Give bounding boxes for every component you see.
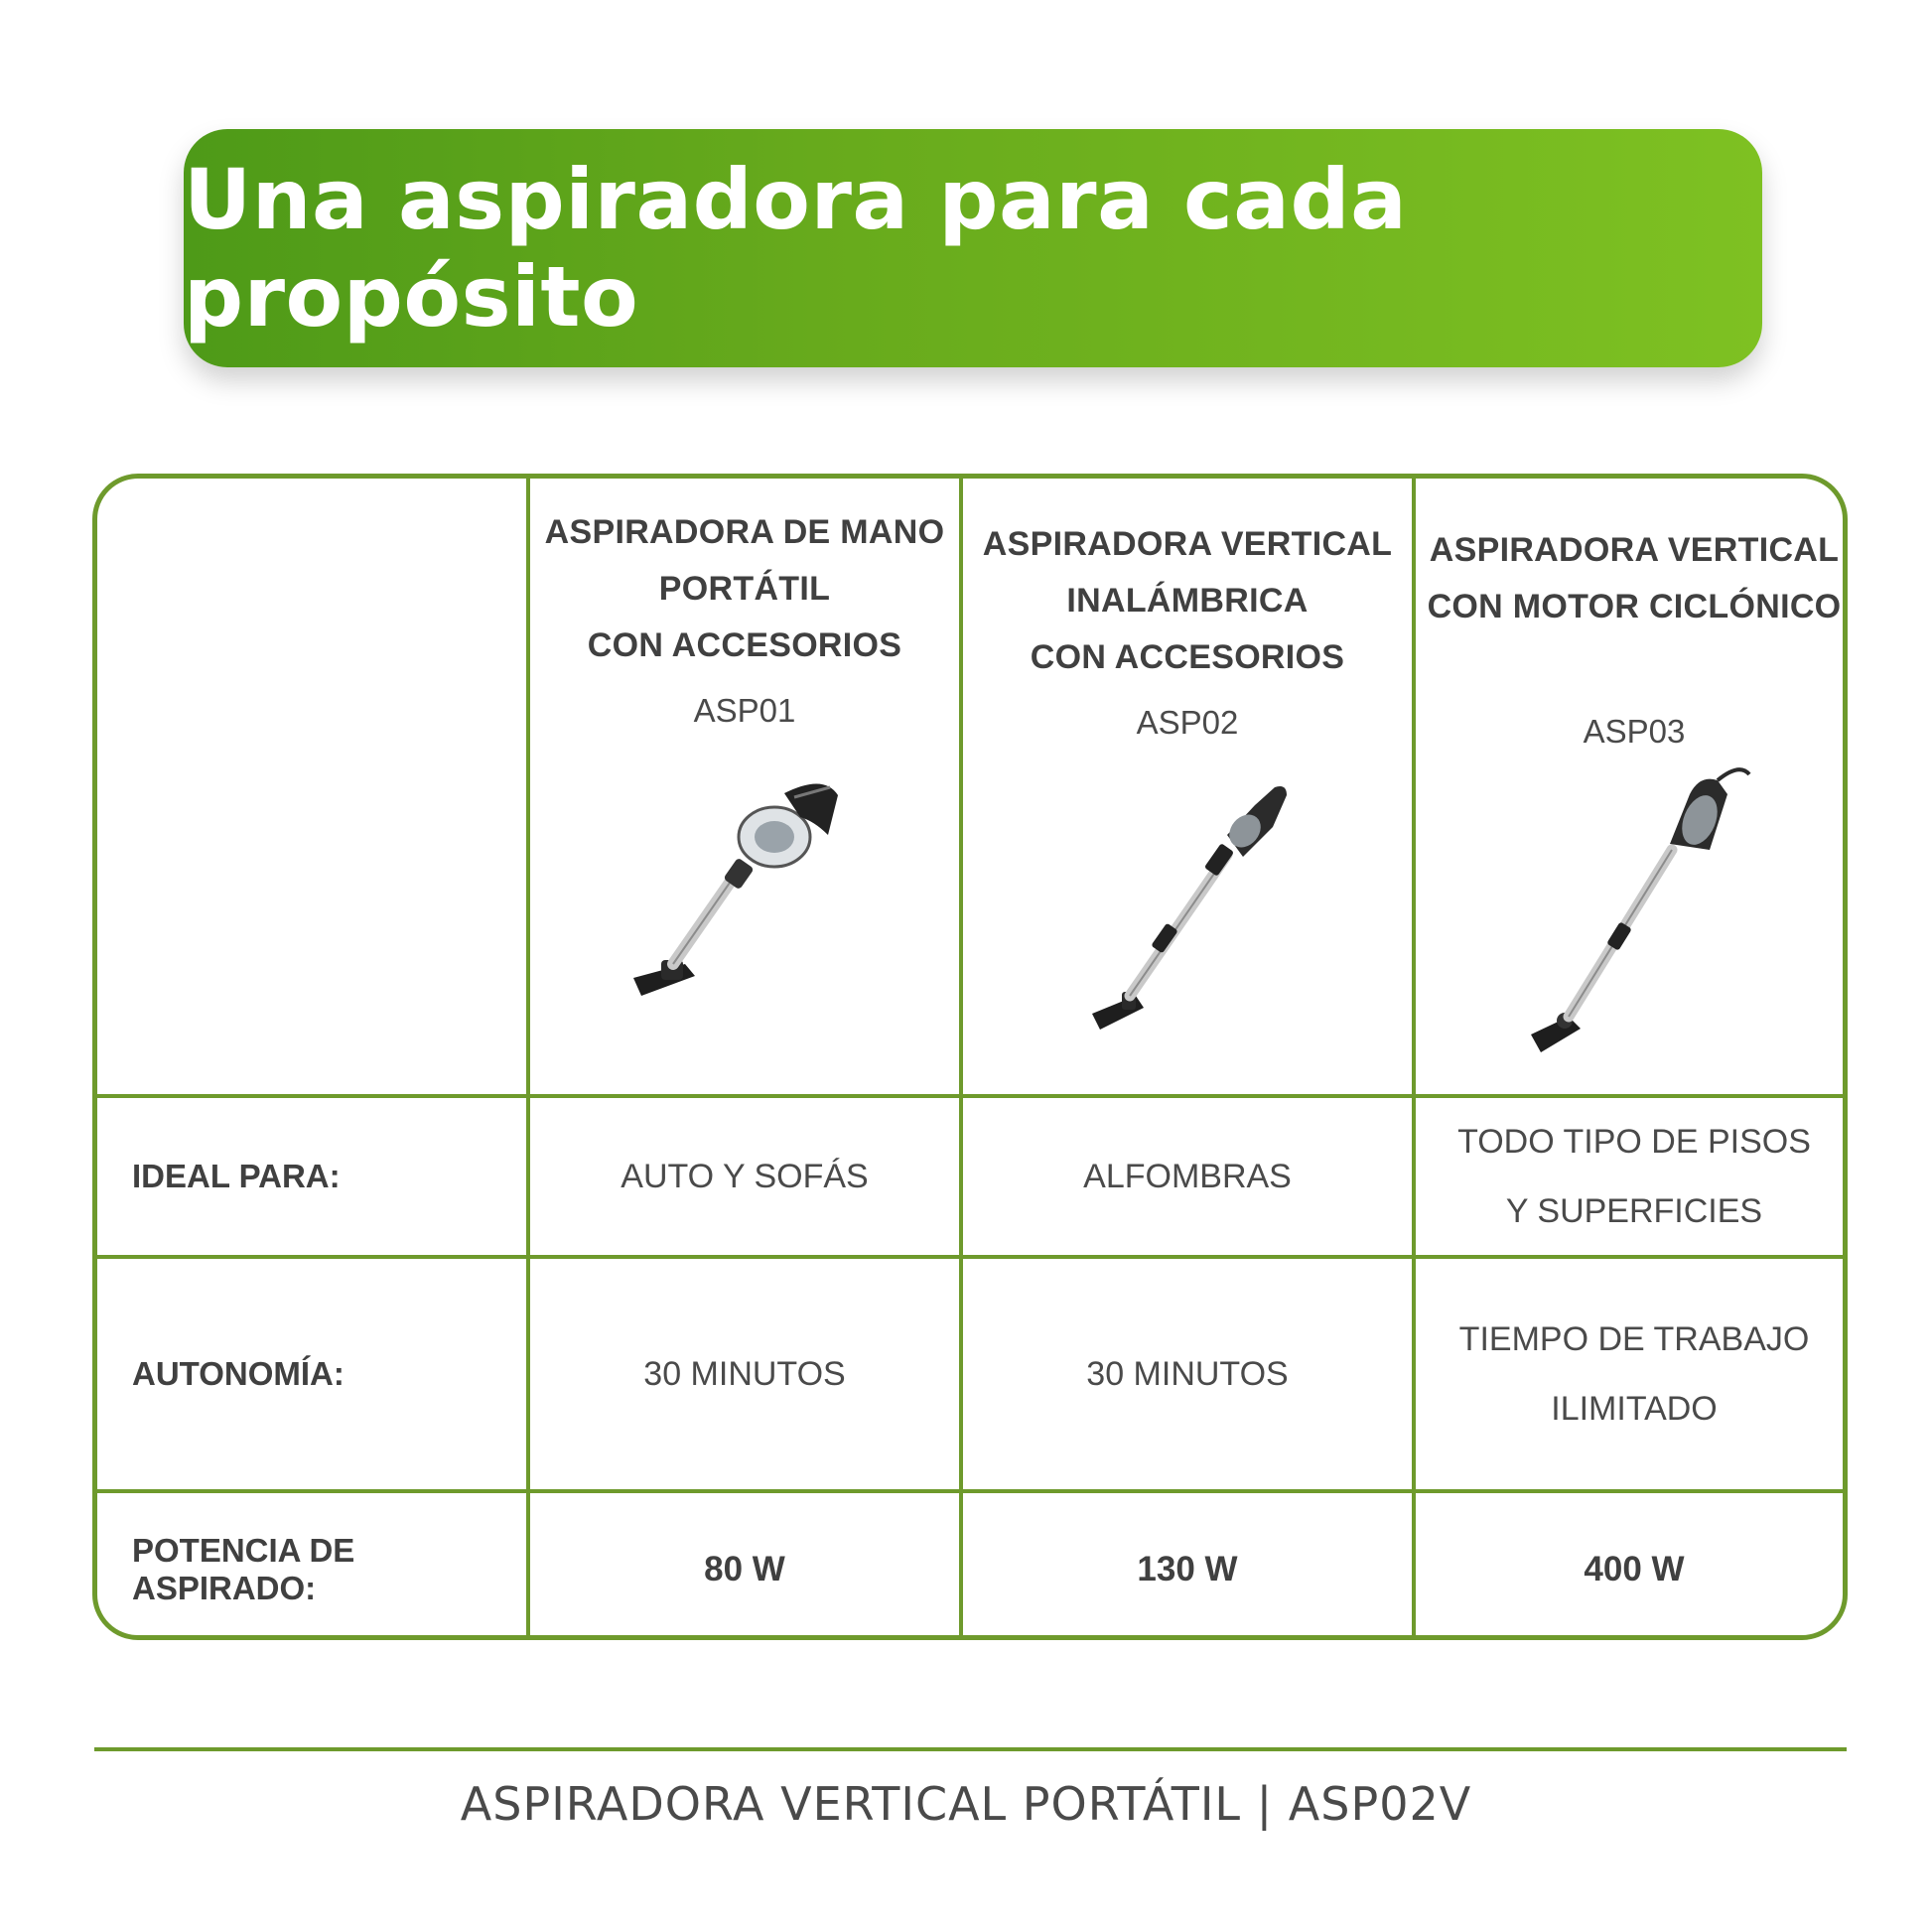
product-title: ASPIRADORA VERTICAL INALÁMBRICA CON ACCESORIOS — [982, 525, 1393, 676]
cell-potencia-asp03: 400 W — [1414, 1491, 1848, 1640]
footer-divider — [94, 1747, 1847, 1751]
product-header-row — [97, 479, 1848, 1096]
cell-autonomia-asp02: 30 MINUTOS — [961, 1257, 1414, 1491]
footer-product-name: ASPIRADORA VERTICAL PORTÁTIL | ASP02V — [460, 1777, 1472, 1831]
table-row-ideal — [97, 1096, 1848, 1257]
cell-autonomia-asp03: TIEMPO DE TRABAJO ILIMITADO — [1414, 1257, 1848, 1491]
table-row-autonomia — [97, 1257, 1848, 1491]
table-row-potencia — [97, 1491, 1848, 1640]
row-label-potencia: POTENCIA DE ASPIRADO: — [97, 1491, 528, 1640]
page-title: Una aspiradora para cada propósito — [184, 151, 1408, 345]
title-banner — [184, 129, 1762, 367]
cell-potencia-asp02: 130 W — [961, 1491, 1414, 1640]
product-column-asp02 — [961, 479, 1414, 1096]
product-column-asp01 — [528, 479, 961, 1096]
row-label-autonomia: AUTONOMÍA: — [97, 1257, 528, 1491]
cordless-stick-vacuum-image — [1078, 775, 1297, 1043]
product-code: ASP03 — [1583, 713, 1686, 750]
empty-corner-cell — [97, 479, 528, 1096]
product-code: ASP02 — [1136, 704, 1239, 741]
handheld-vacuum-image — [625, 765, 864, 1024]
cell-autonomia-asp01: 30 MINUTOS — [528, 1257, 961, 1491]
product-title: ASPIRADORA DE MANO PORTÁTIL CON ACCESORIOS — [544, 513, 945, 664]
cyclonic-stick-vacuum-image — [1505, 755, 1763, 1062]
product-code: ASP01 — [693, 692, 796, 729]
cell-ideal-asp03: TODO TIPO DE PISOS Y SUPERFICIES — [1414, 1096, 1848, 1257]
cell-ideal-asp02: ALFOMBRAS — [961, 1096, 1414, 1257]
product-column-asp03 — [1414, 479, 1848, 1096]
cell-potencia-asp01: 80 W — [528, 1491, 961, 1640]
product-title: ASPIRADORA VERTICAL CON MOTOR CICLÓNICO — [1427, 531, 1842, 625]
comparison-table — [92, 474, 1848, 1640]
cell-ideal-asp01: AUTO Y SOFÁS — [528, 1096, 961, 1257]
row-label-ideal: IDEAL PARA: — [97, 1096, 528, 1257]
